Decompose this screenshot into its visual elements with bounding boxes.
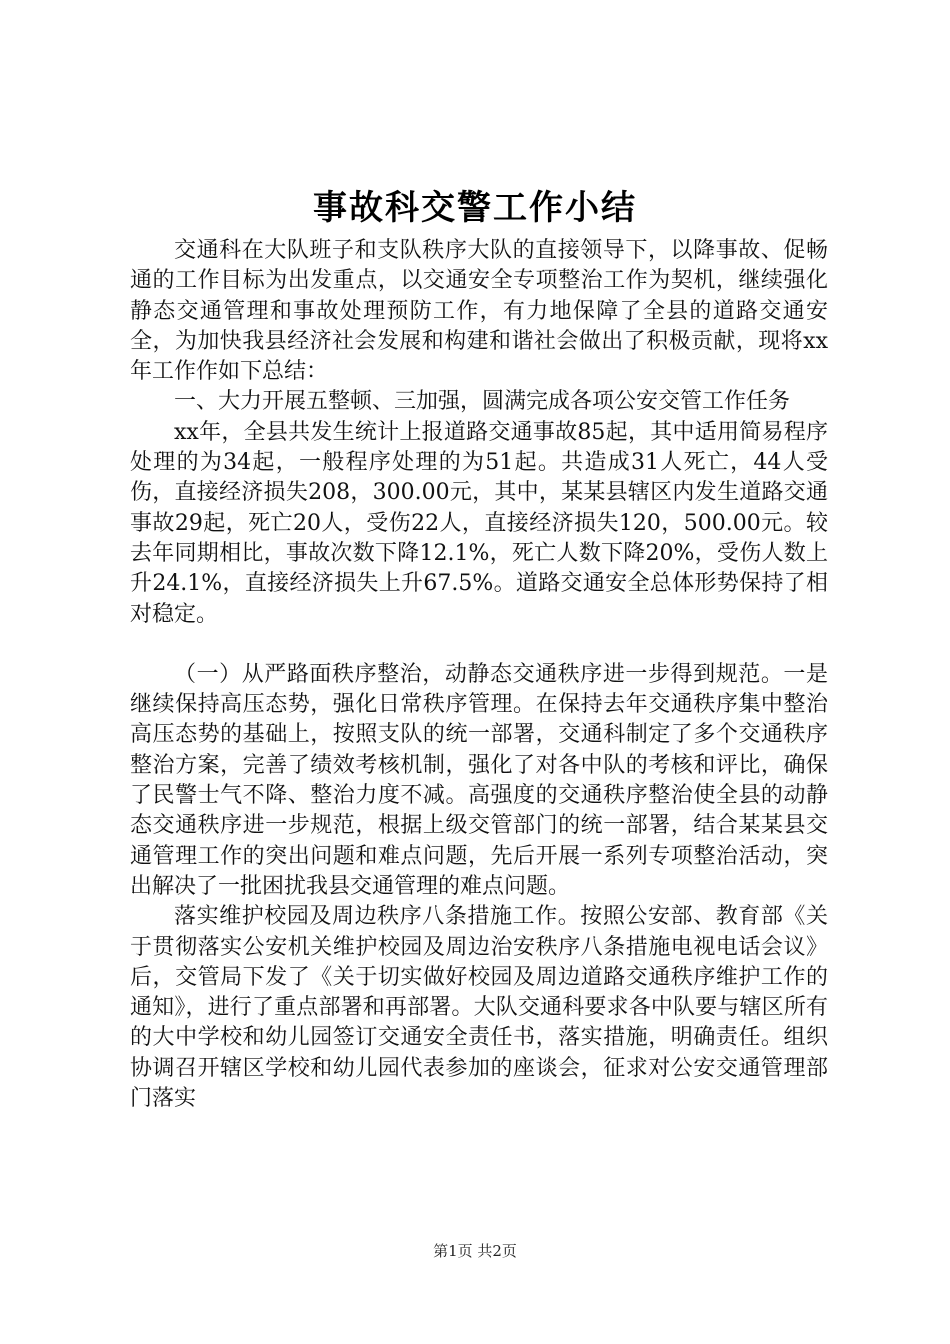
intro-paragraph: 交通科在大队班子和支队秩序大队的直接领导下，以降事故、促畅通的工作目标为出发重点，以交通安全专项整治工作为契机，继续强化静态交通管理和事故处理预防工作，有力地保障了全县的道路交通安全，为加快我县经济社会发展和构建和谐社会做出了积极贡献，现将xx年工作作如下总结： xyxy=(130,238,828,385)
subsection-one-paragraph: （一）从严路面秩序整治，动静态交通秩序进一步得到规范。一是继续保持高压态势，强化日常秩序管理。在保持去年交通秩序集中整治高压态势的基础上，按照支队的统一部署，交通科制定了多个交通秩序整治方案，完善了绩效考核机制，强化了对各中队的考核和评比，确保了民警士气不降、整治力度不减。高强度的交通秩序整治使全县的动静态交通秩序进一步规范，根据上级交管部门的统一部署，结合某某县交通管理工作的突出问题和难点问题，先后开展一系列专项整治活动，突出解决了一批困扰我县交通管理的难点问题。 xyxy=(130,661,828,899)
section-heading-one: 一、大力开展五整顿、三加强，圆满完成各项公安交管工作任务 xyxy=(174,389,791,415)
document-body xyxy=(130,236,828,1114)
campus-safety-paragraph: 落实维护校园及周边秩序八条措施工作。按照公安部、教育部《关于贯彻落实公安机关维护校园及周边治安秩序八条措施电视电话会议》后，交管局下发了《关于切实做好校园及周边道路交通秩序维护工作的通知》，进行了重点部署和再部署。大队交通科要求各中队要与辖区所有的大中学校和幼儿园签订交通安全责任书，落实措施，明确责任。组织协调召开辖区学校和幼儿园代表参加的座谈会，征求对公安交通管理部门落实 xyxy=(130,904,828,1112)
page-number-footer: 第1页 共2页 xyxy=(433,1242,517,1260)
document-title: 事故科交警工作小结 xyxy=(313,188,637,228)
statistics-paragraph: xx年，全县共发生统计上报道路交通事故85起，其中适用简易程序处理的为34起，一般程序处理的为51起。共造成31人死亡，44人受伤，直接经济损失208，300.00元，其中，某某县辖区内发生道路交通事故29起，死亡20人，受伤22人，直接经济损失120，500.00元。较去年同期相比，事故次数下降12.1%，死亡人数下降20%，受伤人数上升24.1%，直接经济损失上升67.5%。道路交通安全总体形势保持了相对稳定。 xyxy=(130,419,828,627)
